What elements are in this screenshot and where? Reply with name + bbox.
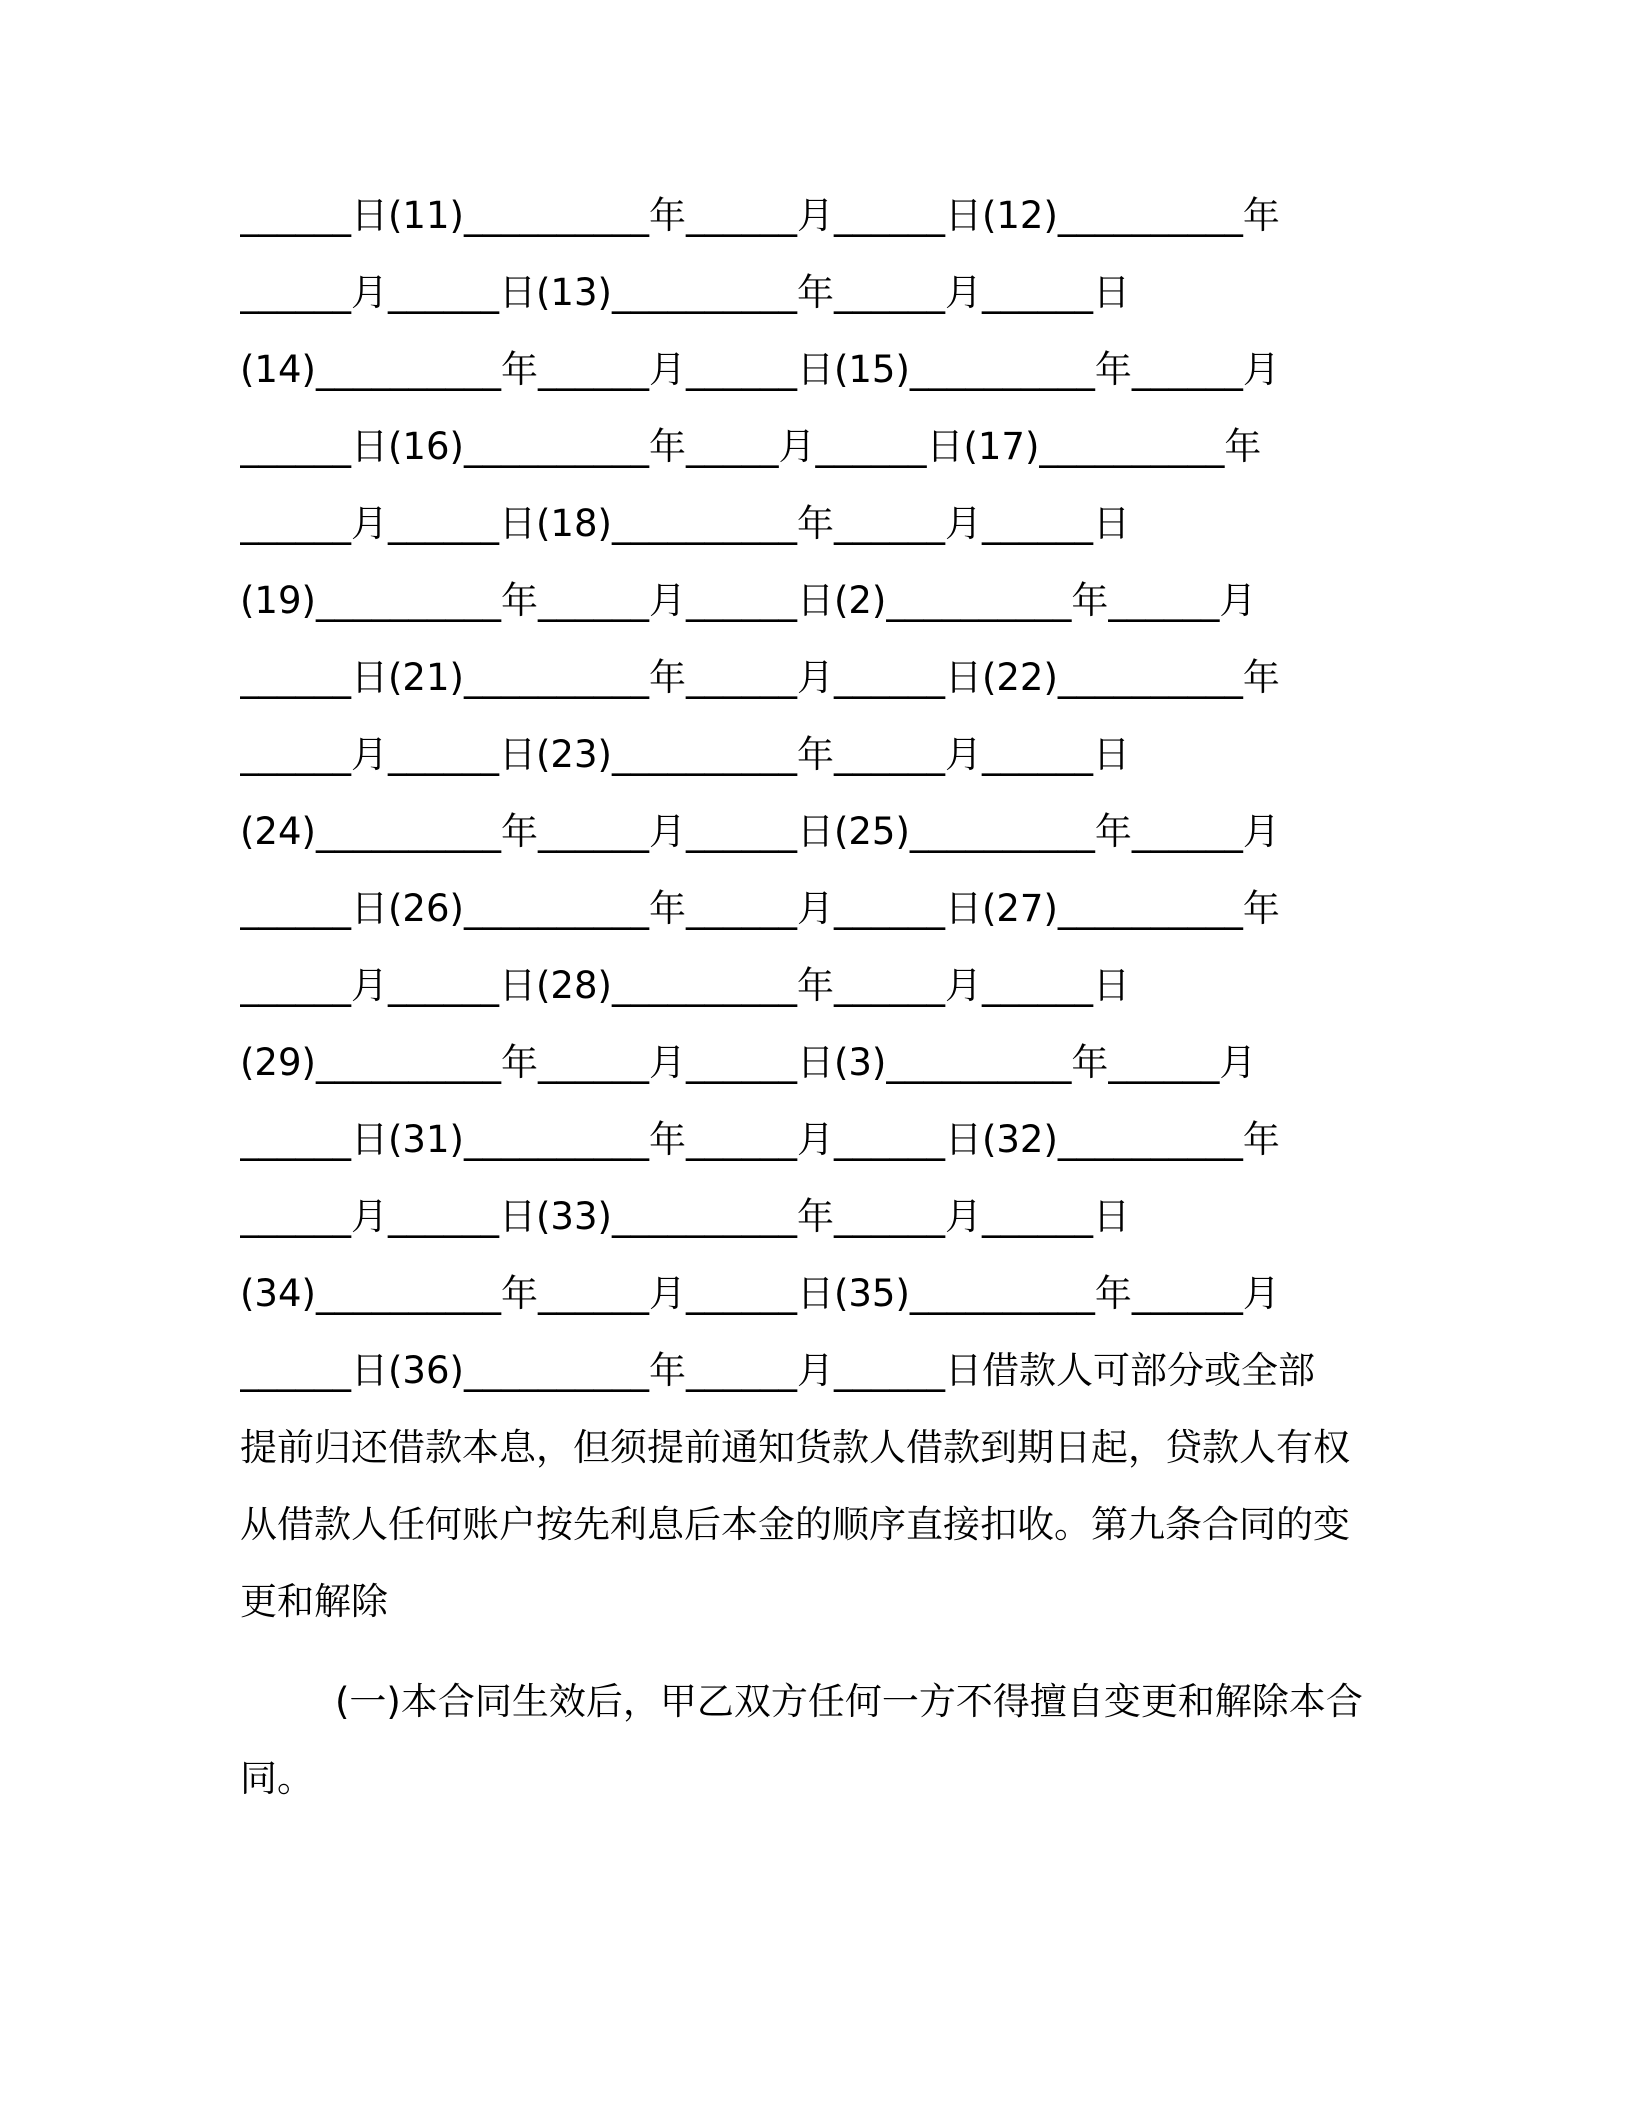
text-line: ______日(11)__________年______月______日(12)__________年	[240, 194, 1280, 237]
text-line: 同。	[240, 1757, 314, 1800]
text-line: ______月______日(33)__________年______月______日	[240, 1195, 1130, 1238]
text-line: (34)__________年______月______日(35)__________年______月	[240, 1272, 1280, 1315]
text-line: (19)__________年______月______日(2)__________年______月	[240, 579, 1257, 622]
text-line: ______月______日(28)__________年______月______日	[240, 964, 1130, 1007]
text-line: (29)__________年______月______日(3)__________年______月	[240, 1041, 1257, 1084]
text-line: (14)__________年______月______日(15)__________年______月	[240, 348, 1280, 391]
text-line: 从借款人任何账户按先利息后本金的顺序直接扣收。第九条合同的变	[240, 1503, 1350, 1546]
text-line: ______日(36)__________年______月______日借款人可部分或全部	[240, 1349, 1315, 1392]
text-line: 更和解除	[240, 1580, 388, 1623]
text-line: 提前归还借款本息，但须提前通知货款人借款到期日起，贷款人有权	[240, 1426, 1350, 1469]
text-line: (24)__________年______月______日(25)__________年______月	[240, 810, 1280, 853]
text-line: ______日(16)__________年_____月______日(17)__________年	[240, 425, 1262, 468]
text-line: ______月______日(13)__________年______月______日	[240, 271, 1130, 314]
paragraph-line: (一)本合同生效后，甲乙双方任何一方不得擅自变更和解除本合	[335, 1680, 1363, 1723]
text-line: ______月______日(18)__________年______月______日	[240, 502, 1130, 545]
text-line: ______月______日(23)__________年______月______日	[240, 733, 1130, 776]
text-line: ______日(26)__________年______月______日(27)__________年	[240, 887, 1280, 930]
text-line: ______日(31)__________年______月______日(32)__________年	[240, 1118, 1280, 1161]
text-line: ______日(21)__________年______月______日(22)__________年	[240, 656, 1280, 699]
